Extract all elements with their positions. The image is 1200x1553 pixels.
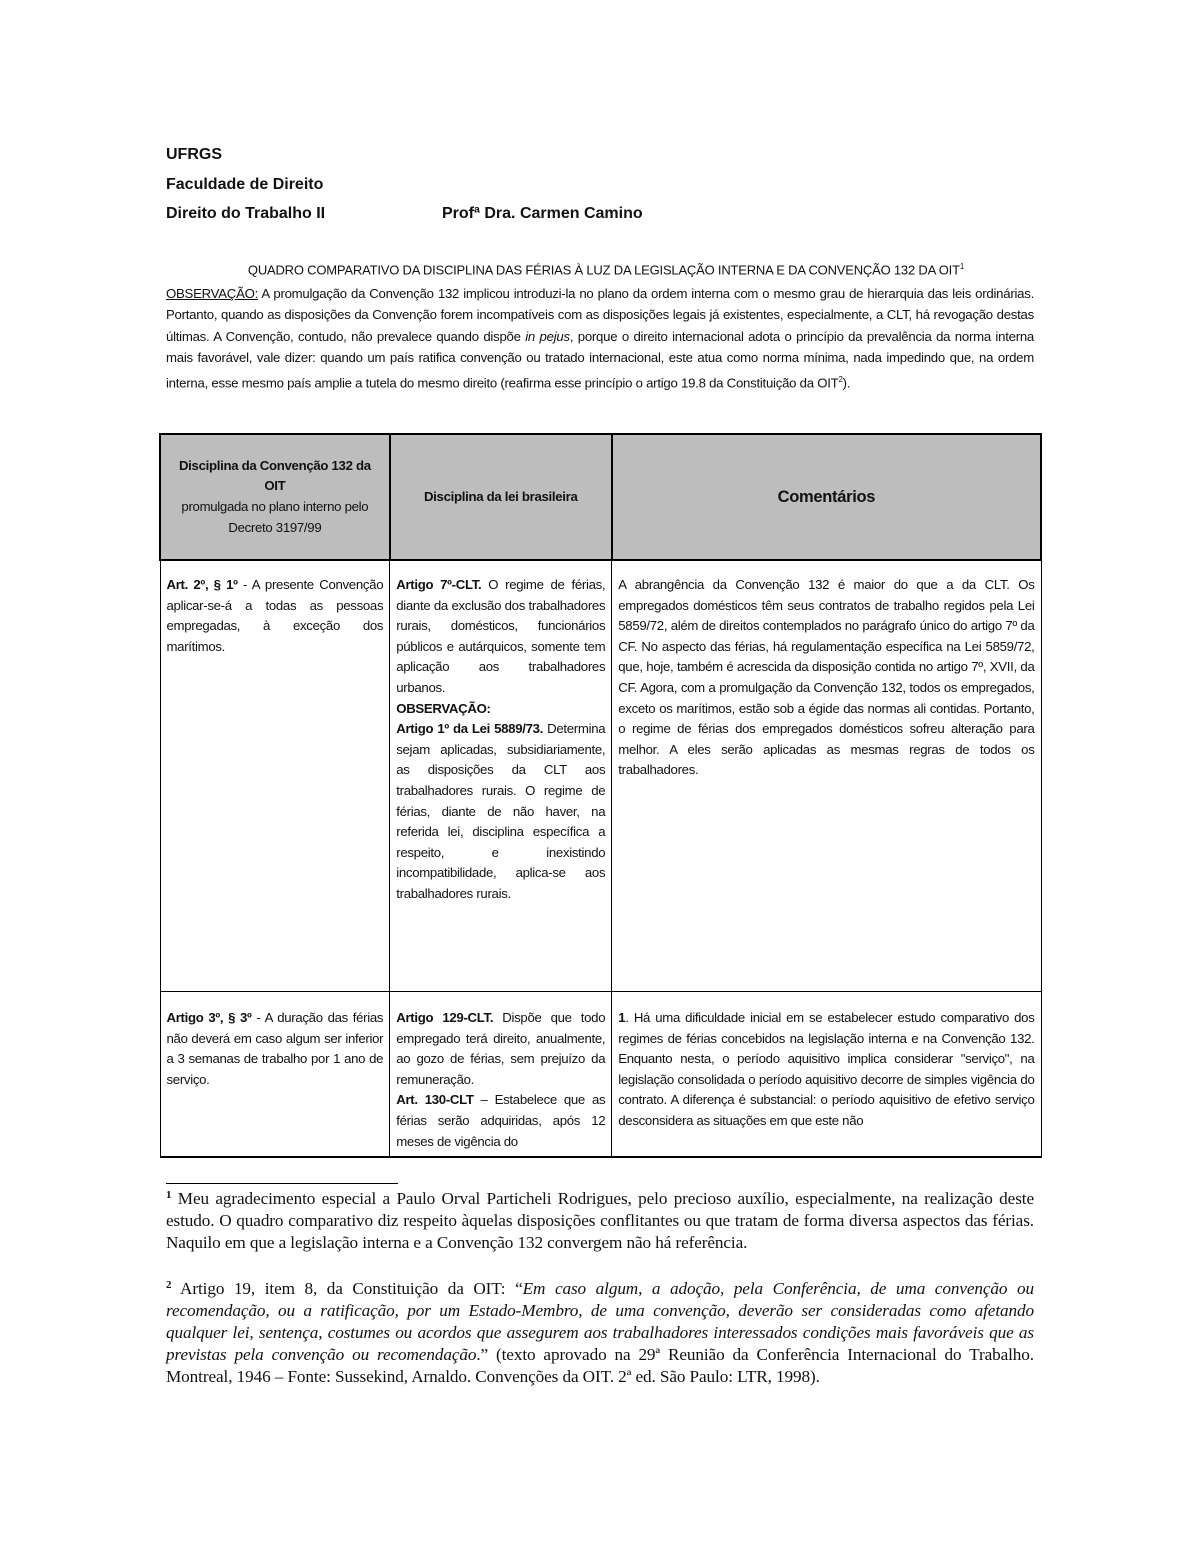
footnote-2: [166, 1278, 1034, 1388]
institution-name: UFRGS: [166, 146, 222, 163]
footnote-1-marker: 1: [166, 1189, 172, 1201]
footnote-2-text: Artigo 19, item 8, da Constituição da OIT: “: [171, 1279, 523, 1298]
row1-comment-cell: A abrangência da Convenção 132 é maior do que a da CLT. Os empregados domésticos têm seus contratos de trabalho regidos pela Lei 5859/72, além de direitos contemplados no parágrafo único do artigo 7º da CF. No aspecto das férias, há regulamentação específica na Lei 5859/72, que, hoje, também é acrescida da disposição contida no artigo 7º, XVII, da CF. Agora, com a promulgação da Convenção 132, todos os empregados, exceto os marítimos, estão sob a égide das normas ali contidas. Portanto, o regime de férias dos empregados domésticos sofreu alteração para melhor. A eles serão aplicadas as mesmas regras de todos os trabalhadores.: [612, 560, 1041, 992]
row1-convention-article: Art. 2º, § 1º: [166, 577, 238, 592]
row1-law-article-2: Artigo 1º da Lei 5889/73.: [396, 721, 544, 737]
row2-law-text: Dispõe que todo empregado terá direito, anualmente, ao gozo de férias, sem prejuízo da remuneração.: [396, 1010, 606, 1087]
observation-text-1: A promulgação da Convenção 132 implicou introduzi-la no plano da ordem interna com o mesmo grau de hierarquia das leis ordinárias. Portanto, quando as disposições da Convenção forem incompatíveis com as disposições legais já existentes, especialmente, a CLT, há revogação destas últimas. A Convenção, contudo, não prevalece quando dispõe: [166, 286, 1034, 344]
professor-name: Profª Dra. Carmen Camino: [442, 205, 643, 222]
table-row: [160, 992, 1041, 1158]
faculty-name: Faculdade de Direito: [166, 176, 324, 193]
header-brazilian-law: Disciplina da lei brasileira: [390, 434, 612, 560]
row2-comment-cell: [612, 992, 1041, 1158]
row2-law-article-2: Art. 130-CLT: [396, 1092, 474, 1108]
row1-law-article: Artigo 7º-CLT.: [396, 577, 482, 592]
row2-convention-text: - A duração das férias não deverá em caso algum ser inferior a 3 semanas de trabalho por 1 ano de serviço.: [166, 1010, 384, 1087]
document-title-text: QUADRO COMPARATIVO DA DISCIPLINA DAS FÉRIAS À LUZ DA LEGISLAÇÃO INTERNA E DA CONVENÇÃO 132 DA OIT: [247, 262, 960, 278]
header-convention-title: Disciplina da Convenção 132 da OIT: [178, 457, 371, 494]
observation-paragraph: [166, 283, 1034, 393]
footnote-ref-1: 1: [959, 262, 965, 271]
table-row: [160, 560, 1041, 992]
footnote-1-text: Meu agradecimento especial a Paulo Orval Particheli Rodrigues, pelo precioso auxílio, especialmente, na realização deste estudo. O quadro comparativo diz respeito àquelas disposições conflitantes ou que tratam de forma diversa aspectos das férias. Naquilo em que a legislação interna e a Convenção 132 convergem não há referência.: [166, 1189, 1034, 1252]
footnote-2-quote: Em caso algum, a adoção, pela Conferência, de uma convenção ou recomendação, ou a ratificação, por um Estado-Membro, de uma convenção, deverão ser consideradas como afetando qualquer lei, sentença, costumes ou acordos que assegurem aos trabalhadores interessados condições mais favoráveis que as previstas pela convenção ou recomendação: [166, 1279, 1034, 1364]
comparison-table: [159, 433, 1042, 1158]
row1-law-observation-label: OBSERVAÇÃO:: [396, 700, 491, 716]
observation-italic: in pejus: [525, 328, 570, 344]
table-header-row: [160, 434, 1041, 560]
footnote-2-marker: 2: [166, 1279, 172, 1291]
row2-comment-text: . Há uma dificuldade inicial em se estabelecer estudo comparativo dos regimes de férias concebidos na legislação interna e na Convenção 132. Enquanto nesta, o período aquisitivo implica considerar "serviço", na legislação consolidada o período aquisitivo decorre de simples vigência do contrato. A diferença é substancial: o período aquisitivo de efetivo serviço desconsidera as situações em que este não: [618, 1010, 1035, 1128]
row1-law-text-2: Determina sejam aplicadas, subsidiariamente, as disposições da CLT aos trabalhadores rurais. O regime de férias, diante de não haver, na referida lei, disciplina específica a respeito, e inexistindo incompatibilidade, aplica-se aos trabalhadores rurais.: [396, 721, 606, 901]
header-comments: Comentários: [612, 434, 1041, 560]
row1-law-text: O regime de férias, diante da exclusão dos trabalhadores rurais, domésticos, funcionários públicos e autárquicos, somente tem aplicação aos trabalhadores urbanos.: [396, 577, 606, 695]
document-title: [166, 262, 1046, 277]
observation-closing: ).: [842, 375, 851, 391]
row1-convention-text: - A presente Convenção aplicar-se-á a todas as pessoas empregadas, à exceção dos marítimos.: [166, 577, 384, 654]
observation-label: OBSERVAÇÃO:: [166, 286, 259, 301]
footnote-separator: [166, 1183, 398, 1184]
row1-convention-cell: [160, 560, 390, 992]
row2-convention-article: Artigo 3º, § 3º: [166, 1010, 252, 1025]
row2-comment-number: 1: [618, 1010, 626, 1025]
observation-text-2: , porque o direito internacional adota o princípio da prevalência da norma interna mais favorável, vale dizer: quando um país ratifica convenção ou tratado internacional, este atua como norma mínima, nada impedindo que, na ordem interna, esse mesmo país amplie a tutela do mesmo direito (reafirma esse princípio o artigo 19.8 da Constituição da OIT: [166, 328, 1035, 391]
footnote-1: [166, 1188, 1034, 1254]
footnote-2-source: .” (texto aprovado na 29ª Reunião da Conferência Internacional do Trabalho. Montreal, 1946 – Fonte: Sussekind, Arnaldo. Convenções da OIT. 2ª ed. São Paulo: LTR, 1998).: [166, 1345, 1034, 1386]
row2-law-text-2: – Estabelece que as férias serão adquiridas, após 12 meses de vigência do: [396, 1092, 606, 1149]
course-name: Direito do Trabalho II: [166, 205, 326, 222]
row2-law-article: Artigo 129-CLT.: [396, 1010, 494, 1025]
row2-convention-cell: [160, 992, 390, 1158]
row2-law-cell: [390, 992, 612, 1158]
row1-law-cell: [390, 560, 612, 992]
header-convention: [160, 434, 390, 560]
footnote-ref-2: 2: [838, 374, 843, 384]
header-convention-subtitle: promulgada no plano interno pelo Decreto 3197/99: [181, 499, 369, 535]
